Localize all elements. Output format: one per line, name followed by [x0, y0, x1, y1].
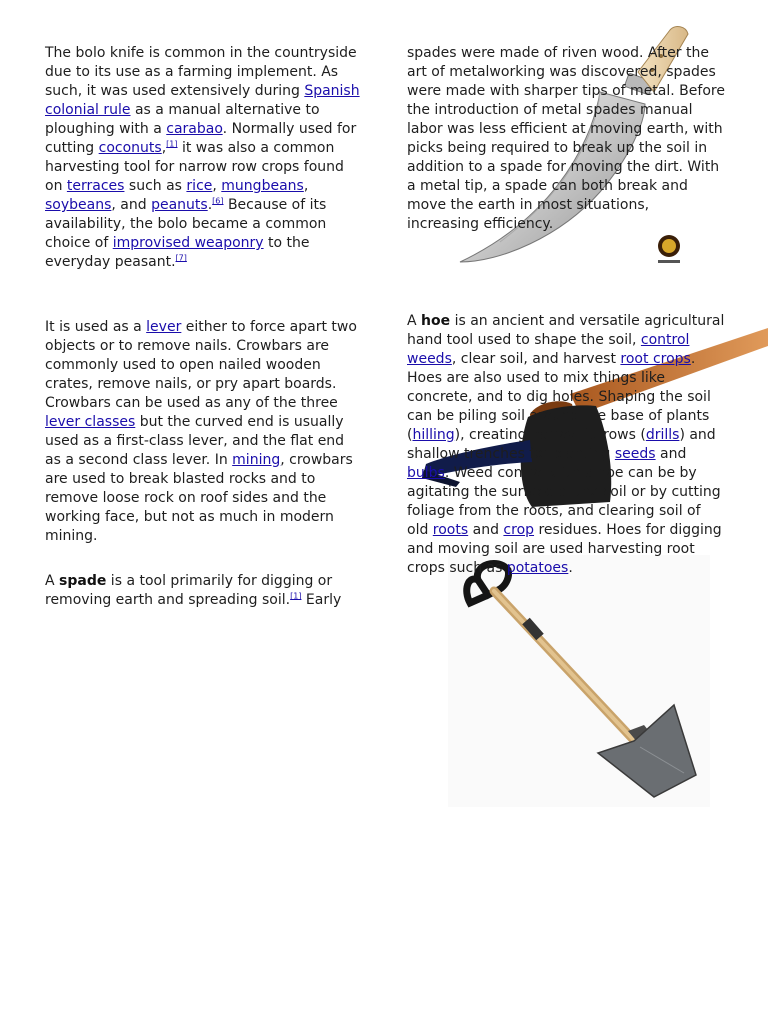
inline-link[interactable]: bulbs [407, 465, 445, 481]
text-run: . Normally used for cutting [45, 121, 357, 156]
text-run: A [407, 313, 422, 329]
inline-link[interactable]: hilling [412, 427, 455, 443]
text-run: , clear soil, and harvest [451, 351, 621, 367]
inline-link[interactable]: potatoes [506, 560, 569, 576]
citation [166, 139, 177, 148]
inline-link[interactable]: seeds [614, 446, 656, 462]
text-run: residues. Hoes for digging and moving soil are used harvesting root crops such as [407, 522, 722, 576]
inline-link[interactable]: carabao [166, 121, 223, 137]
inline-link[interactable]: soybeans [45, 197, 112, 213]
text-run: and [468, 522, 504, 538]
bold-term: spade [59, 573, 107, 589]
citation [212, 196, 223, 205]
text-run: spades were made of riven wood. After the art of metalworking was discovered, spades were made with sharper tips of metal. Before the introduction of metal spades manual labor was less efficient at moving earth, with picks being required to break up the soil in addition to a spade for moving the dirt. With a metal tip, a spade can both break and move the earth in most situations, increasing efficiency. [407, 45, 725, 232]
spade-intro-paragraph [45, 572, 361, 610]
inline-link[interactable]: drills [645, 427, 680, 443]
text-run: , [212, 178, 222, 194]
inline-link[interactable]: control weeds [407, 332, 690, 367]
text-run: it was also a common harvesting tool for narrow row crops found on [45, 140, 344, 194]
text-run: , and [111, 197, 152, 213]
text-run: A [45, 573, 60, 589]
text-run: is an ancient and versatile agricultural hand tool used to shape the soil, [407, 313, 725, 348]
inline-link[interactable]: roots [432, 522, 469, 538]
citation-link[interactable]: [1] [166, 139, 178, 149]
text-run: either to force apart two objects or to remove nails. Crowbars are commonly used to open nailed wooden crates, remove nails, or pry apart boards. Crowbars can be used as any of the three [45, 319, 357, 411]
citation [176, 253, 187, 262]
text-run: The bolo knife is common in the countryside due to its use as a farming implement. As such, it was used extensively during [45, 45, 357, 99]
citation-link[interactable]: [1] [290, 591, 302, 601]
bolo-paragraph [45, 44, 361, 272]
inline-link[interactable]: lever [146, 319, 182, 335]
bold-term: hoe [421, 313, 451, 329]
inline-link[interactable]: lever classes [45, 414, 136, 430]
inline-link[interactable]: rice [186, 178, 213, 194]
text-run: . Hoes are also used to mix things like concrete, and to dig holes. Shaping the soil can be piling soil around the base of plants ( [407, 351, 711, 443]
text-run: ) and shallow trenches for planting [407, 427, 716, 462]
text-run: to the everyday peasant. [45, 235, 310, 270]
text-run: ), creating narrow furrows ( [454, 427, 646, 443]
crowbar-paragraph [45, 318, 363, 546]
inline-link[interactable]: mining [232, 452, 281, 468]
brand-logo-icon [658, 235, 680, 263]
text-run: . [207, 197, 213, 213]
spade-image [448, 555, 710, 807]
spade-continued-paragraph [407, 44, 725, 234]
text-run: , crowbars are used to break blasted rocks and to remove loose rock on roof sides and the working face, but not as much in modern mining. [45, 452, 353, 544]
inline-link[interactable]: improvised weaponry [112, 235, 264, 251]
citation-link[interactable]: [6] [212, 196, 224, 206]
inline-link[interactable]: mungbeans [221, 178, 304, 194]
text-run: is a tool primarily for digging or removing earth and spreading soil. [45, 573, 333, 608]
text-run: . [568, 560, 573, 576]
inline-link[interactable]: Spanish colonial rule [45, 83, 360, 118]
inline-link[interactable]: root crops [620, 351, 691, 367]
text-run: , [161, 140, 167, 156]
inline-link[interactable]: peanuts [151, 197, 208, 213]
citation-link[interactable]: [7] [175, 253, 187, 263]
inline-link[interactable]: coconuts [98, 140, 162, 156]
text-run: and [655, 446, 687, 462]
citation [290, 591, 301, 600]
text-run: as a manual alternative to ploughing with a [45, 102, 320, 137]
text-run: such as [124, 178, 187, 194]
text-run: Early [301, 592, 342, 608]
text-run: It is used as a [45, 319, 147, 335]
inline-link[interactable]: terraces [66, 178, 125, 194]
text-run: . Weed control with a hoe can be by agitating the surface of the soil or by cutting foliage from the roots, and clearing soil of old [407, 465, 721, 538]
text-run: , [303, 178, 309, 194]
hoe-paragraph [407, 312, 725, 578]
inline-link[interactable]: crop [503, 522, 535, 538]
text-run: Because of its availability, the bolo became a common choice of [45, 197, 327, 251]
text-run: but the curved end is usually used as a first-class lever, and the flat end as a second class lever. In [45, 414, 345, 468]
